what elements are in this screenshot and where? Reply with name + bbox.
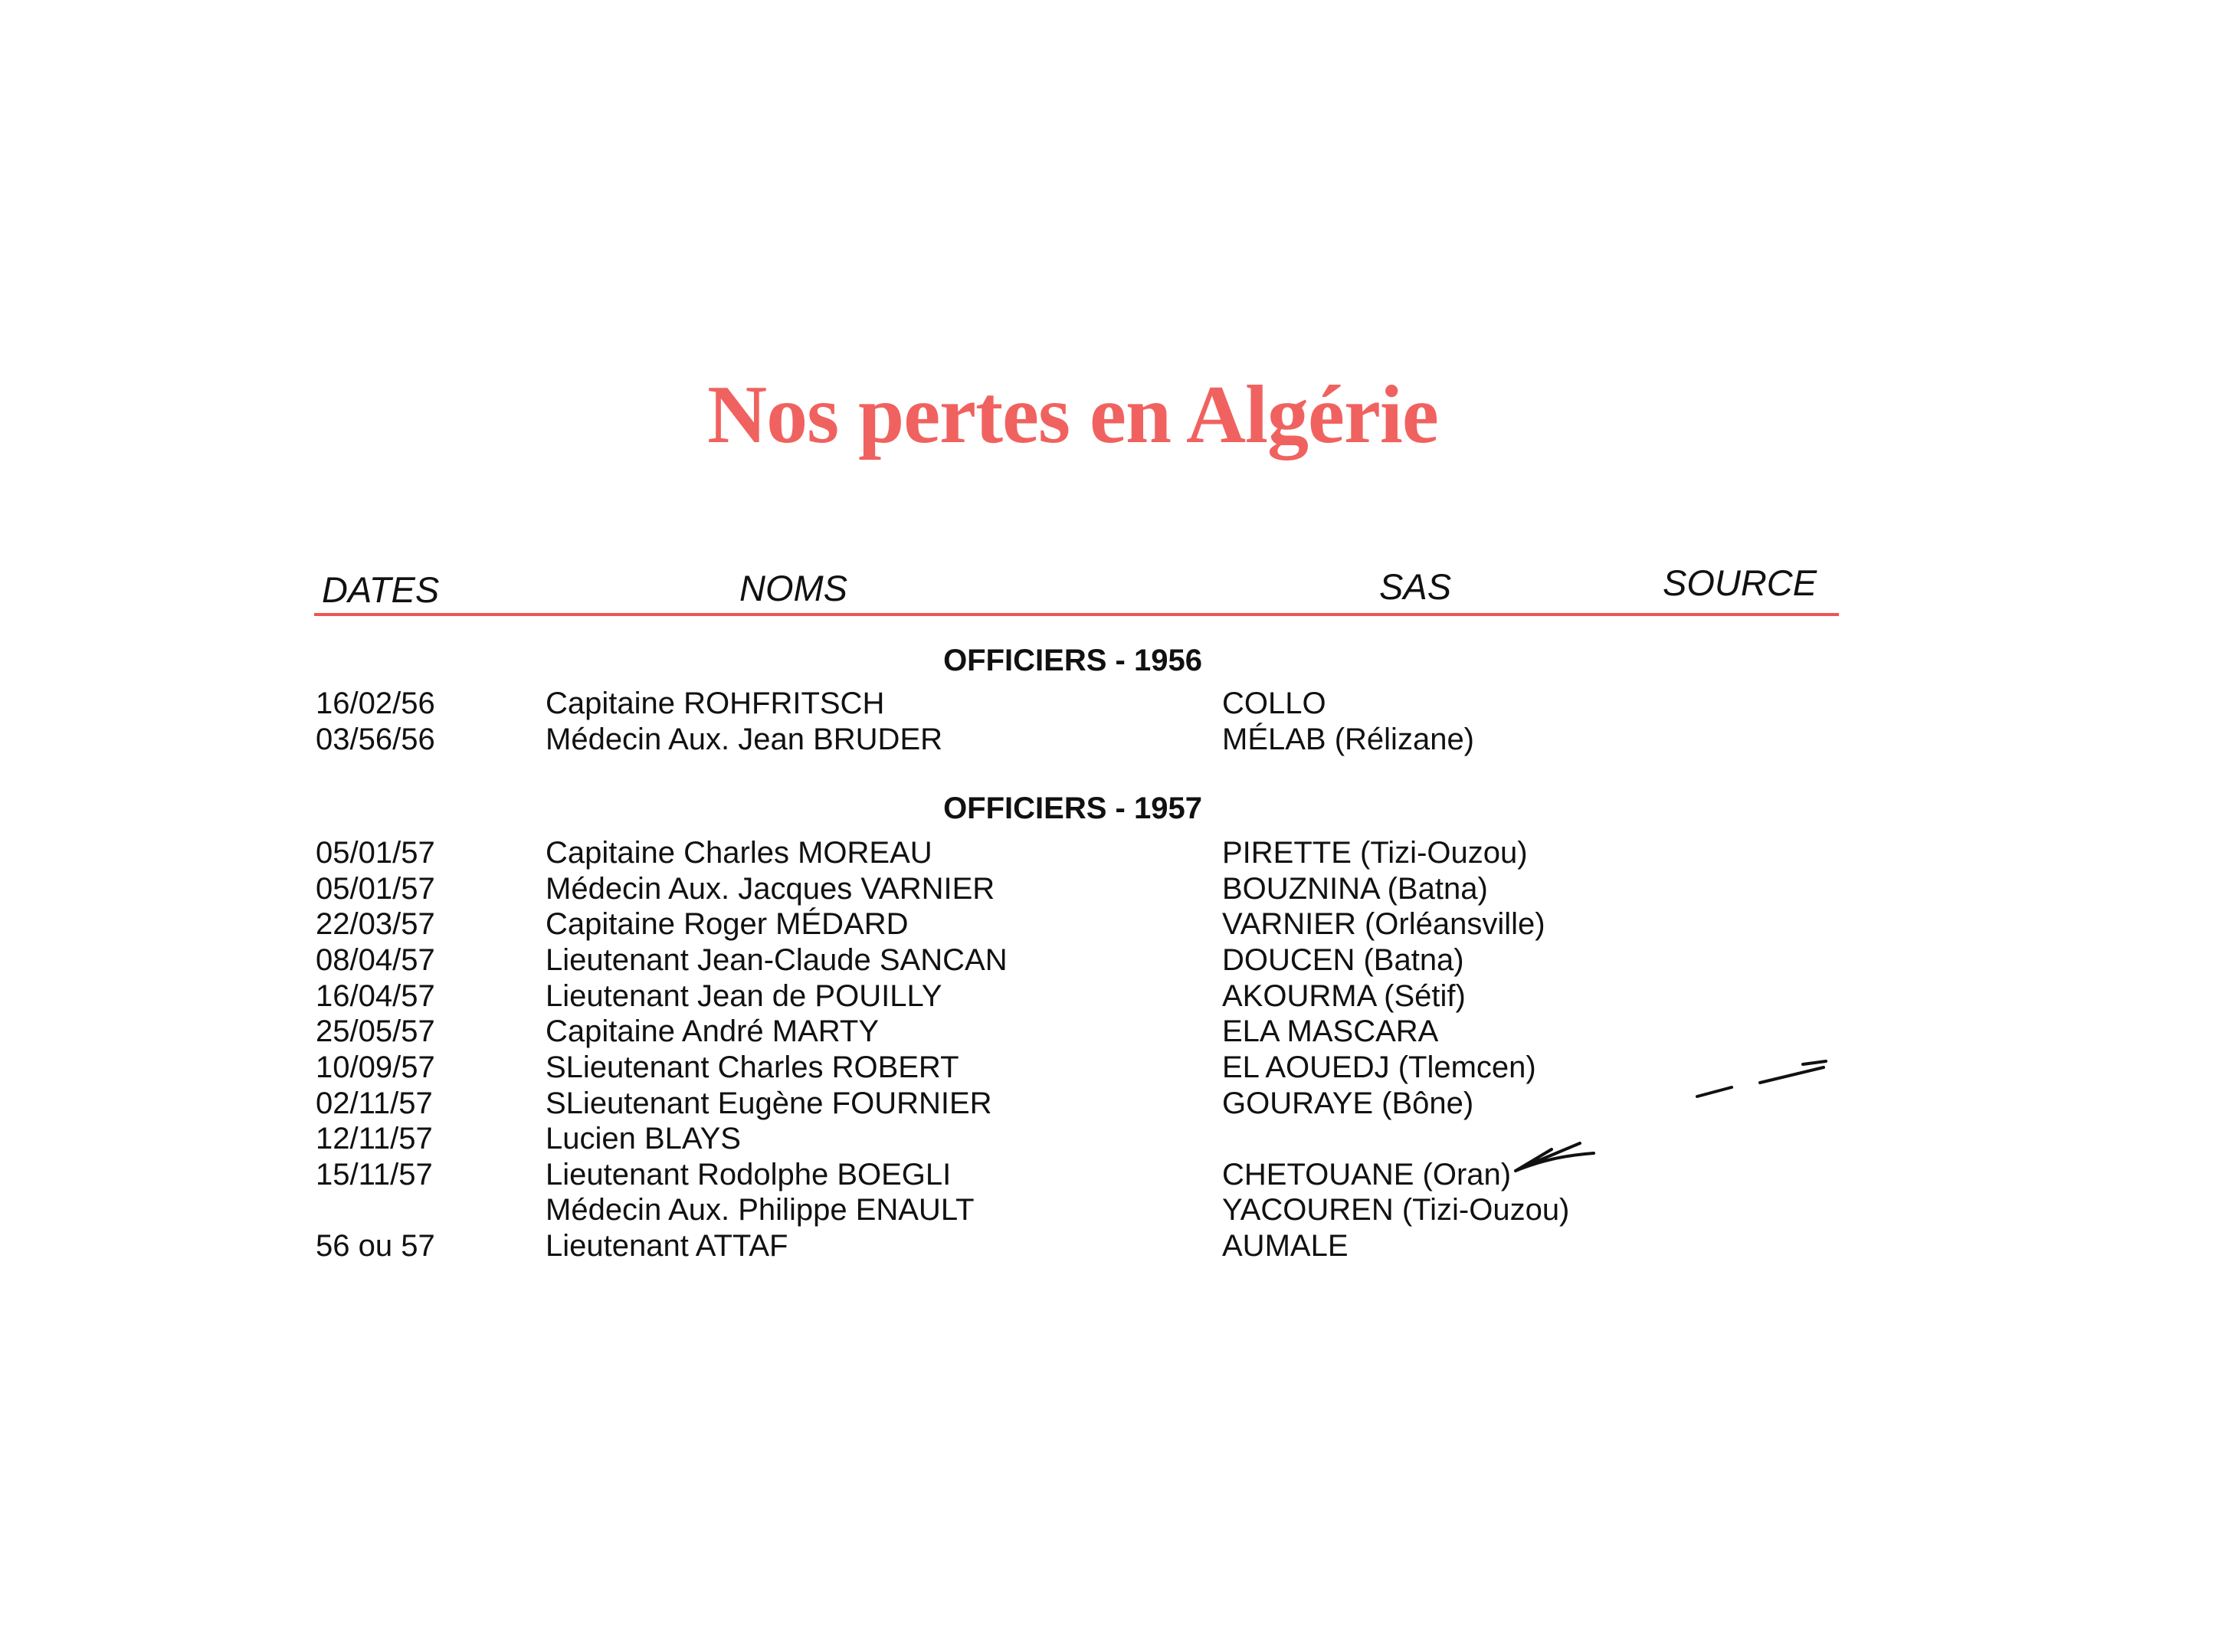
- sas-cell: COLLO: [1222, 687, 1326, 720]
- table-row: [0, 835, 1839, 870]
- table-row: [0, 871, 1839, 906]
- sas-cell: AKOURMA (Sétif): [1222, 979, 1466, 1013]
- date-cell: 08/04/57: [316, 943, 435, 977]
- date-cell: 02/11/57: [316, 1087, 433, 1120]
- header-rule: [314, 613, 1839, 616]
- sas-cell: PIRETTE (Tizi-Ouzou): [1222, 836, 1528, 870]
- name-cell: Capitaine ROHFRITSCH: [546, 687, 885, 720]
- date-cell: 25/05/57: [316, 1014, 435, 1048]
- date-cell: 16/02/56: [316, 687, 435, 720]
- sas-cell: EL AOUEDJ (Tlemcen): [1222, 1051, 1536, 1084]
- date-cell: 05/01/57: [316, 836, 435, 870]
- table-row: [0, 1050, 1839, 1085]
- date-cell: 16/04/57: [316, 979, 435, 1013]
- name-cell: Lieutenant Jean-Claude SANCAN: [546, 943, 1008, 977]
- name-cell: Capitaine André MARTY: [546, 1014, 880, 1048]
- name-cell: Lieutenant Jean de POUILLY: [546, 979, 942, 1013]
- table-row: [0, 1014, 1839, 1049]
- name-cell: Lucien BLAYS: [546, 1122, 741, 1155]
- name-cell: Lieutenant ATTAF: [546, 1229, 788, 1263]
- table-row: [0, 1228, 1839, 1264]
- sas-cell: VARNIER (Orléansville): [1222, 907, 1545, 941]
- table-row: [0, 1086, 1839, 1121]
- sas-cell: ELA MASCARA: [1222, 1014, 1439, 1048]
- sas-cell: BOUZNINA (Batna): [1222, 872, 1488, 906]
- date-cell: 56 ou 57: [316, 1229, 435, 1263]
- table-row: [0, 722, 1839, 757]
- sas-cell: DOUCEN (Batna): [1222, 943, 1464, 977]
- name-cell: Capitaine Charles MOREAU: [546, 836, 932, 870]
- date-cell: 10/09/57: [316, 1051, 435, 1084]
- name-cell: SLieutenant Eugène FOURNIER: [546, 1087, 992, 1120]
- section-title-1956: OFFICIERS - 1956: [943, 644, 1202, 677]
- table-row: [0, 978, 1839, 1014]
- sas-cell: CHETOUANE (Oran): [1222, 1158, 1512, 1191]
- table-row: [0, 1192, 1839, 1228]
- pen-tick-mark: [1509, 1126, 1601, 1180]
- name-cell: Médecin Aux. Philippe ENAULT: [546, 1193, 975, 1227]
- sas-cell: YACOUREN (Tizi-Ouzou): [1222, 1193, 1570, 1227]
- column-header-sas: SAS: [1379, 566, 1452, 607]
- name-cell: Lieutenant Rodolphe BOEGLI: [546, 1158, 952, 1191]
- column-header-source: SOURCE: [1663, 562, 1817, 603]
- pen-dash-marks: [1689, 1054, 1831, 1107]
- sas-cell: AUMALE: [1222, 1229, 1349, 1263]
- date-cell: 03/56/56: [316, 723, 435, 756]
- date-cell: 12/11/57: [316, 1122, 433, 1155]
- table-row: [0, 942, 1839, 978]
- column-header-noms: NOMS: [739, 568, 847, 608]
- section-title-1957: OFFICIERS - 1957: [943, 792, 1202, 825]
- name-cell: Capitaine Roger MÉDARD: [546, 907, 909, 941]
- table-row: [0, 906, 1839, 942]
- name-cell: Médecin Aux. Jacques VARNIER: [546, 872, 995, 906]
- date-cell: 22/03/57: [316, 907, 435, 941]
- date-cell: 15/11/57: [316, 1158, 433, 1191]
- name-cell: SLieutenant Charles ROBERT: [546, 1051, 959, 1084]
- sas-cell: MÉLAB (Rélizane): [1222, 723, 1475, 756]
- name-cell: Médecin Aux. Jean BRUDER: [546, 723, 943, 756]
- sas-cell: GOURAYE (Bône): [1222, 1087, 1474, 1120]
- column-header-dates: DATES: [322, 569, 440, 610]
- page-title: Nos pertes en Algérie: [707, 369, 1438, 461]
- date-cell: 05/01/57: [316, 872, 435, 906]
- table-row: [0, 686, 1839, 721]
